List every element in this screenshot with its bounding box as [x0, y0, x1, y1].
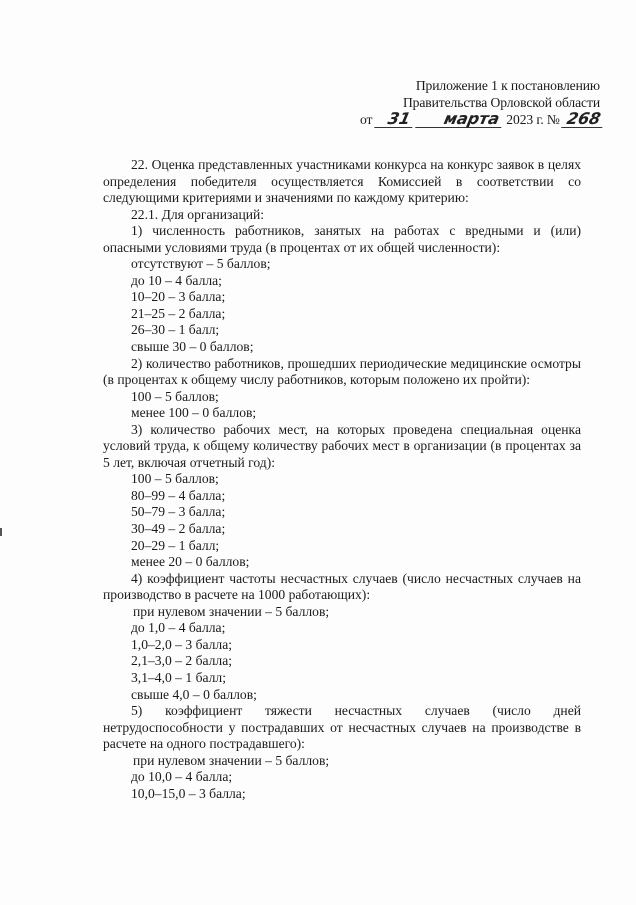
date-year: 2023 г. №: [506, 112, 560, 127]
paragraph: 5) коэффициент тяжести несчастных случаев (число дней нетрудоспособности у пострадавших от несчастных случаев на производстве в расчете на одного пострадавшего):: [103, 703, 581, 752]
list-item: 21–25 – 2 балла;: [131, 305, 226, 321]
scan-edge-mark: [0, 528, 2, 536]
list-item: отсутствуют – 5 баллов;: [131, 256, 271, 272]
list-item: менее 20 – 0 баллов;: [131, 554, 250, 570]
appendix-date-line: [360, 109, 603, 128]
handwritten-day: 31: [374, 111, 416, 128]
list-item: до 10,0 – 4 балла;: [131, 769, 233, 785]
appendix-title: Приложение 1 к постановлению: [415, 78, 600, 93]
paragraph: 22. Оценка представленных участниками конкурса на конкурс заявок в целях определения победителя осуществляется Комиссией в соответствии со следующими критериями и значениями по каждому критерию:: [103, 157, 581, 206]
paragraph: 4) коэффициент частоты несчастных случаев (число несчастных случаев на производство в расчете на 1000 работающих):: [103, 570, 581, 603]
document-body: [103, 157, 581, 802]
paragraph: 3) количество рабочих мест, на которых проведена специальная оценка условий труда, к общему количеству рабочих мест в организации (в процентах за 5 лет, включая отчетный год):: [103, 421, 581, 470]
list-item: 50–79 – 3 балла;: [131, 504, 226, 520]
handwritten-number: 268: [561, 111, 606, 128]
list-item: 20–29 – 1 балл;: [131, 537, 220, 553]
list-item: до 10 – 4 балла;: [131, 272, 222, 288]
list-item: 10–20 – 3 балла;: [131, 289, 226, 305]
list-item: 3,1–4,0 – 1 балл;: [131, 669, 226, 685]
list-item: 80–99 – 4 балла;: [131, 487, 226, 503]
list-item: 100 – 5 баллов;: [131, 388, 219, 404]
list-item: 1,0–2,0 – 3 балла;: [131, 636, 233, 652]
list-item: 2,1–3,0 – 2 балла;: [131, 653, 233, 669]
list-item: 26–30 – 1 балл;: [131, 322, 220, 338]
date-prefix: от: [360, 112, 373, 127]
appendix-issuer: Правительства Орловской области: [402, 95, 600, 110]
list-item: 10,0–15,0 – 3 балла;: [131, 785, 246, 801]
list-item: 100 – 5 баллов;: [131, 471, 219, 487]
list-item: менее 100 – 0 баллов;: [131, 405, 257, 421]
list-item: при нулевом значении – 5 баллов;: [133, 603, 330, 619]
paragraph: 1) численность работников, занятых на работах с вредными и (или) опасными условиями труда (в процентах от их общей численности):: [103, 223, 581, 255]
paragraph: 22.1. Для организаций:: [131, 206, 265, 222]
list-item: 30–49 – 2 балла;: [131, 521, 226, 537]
list-item: при нулевом значении – 5 баллов;: [133, 752, 330, 768]
handwritten-month: марта: [415, 111, 505, 128]
paragraph: 2) количество работников, прошедших периодические медицинские осмотры (в процентах к общему числу работников, которым положено их пройти):: [103, 355, 581, 388]
list-item: до 1,0 – 4 балла;: [131, 620, 226, 636]
appendix-header: [360, 77, 603, 128]
list-item: свыше 30 – 0 баллов;: [131, 339, 254, 355]
list-item: свыше 4,0 – 0 баллов;: [131, 686, 257, 702]
